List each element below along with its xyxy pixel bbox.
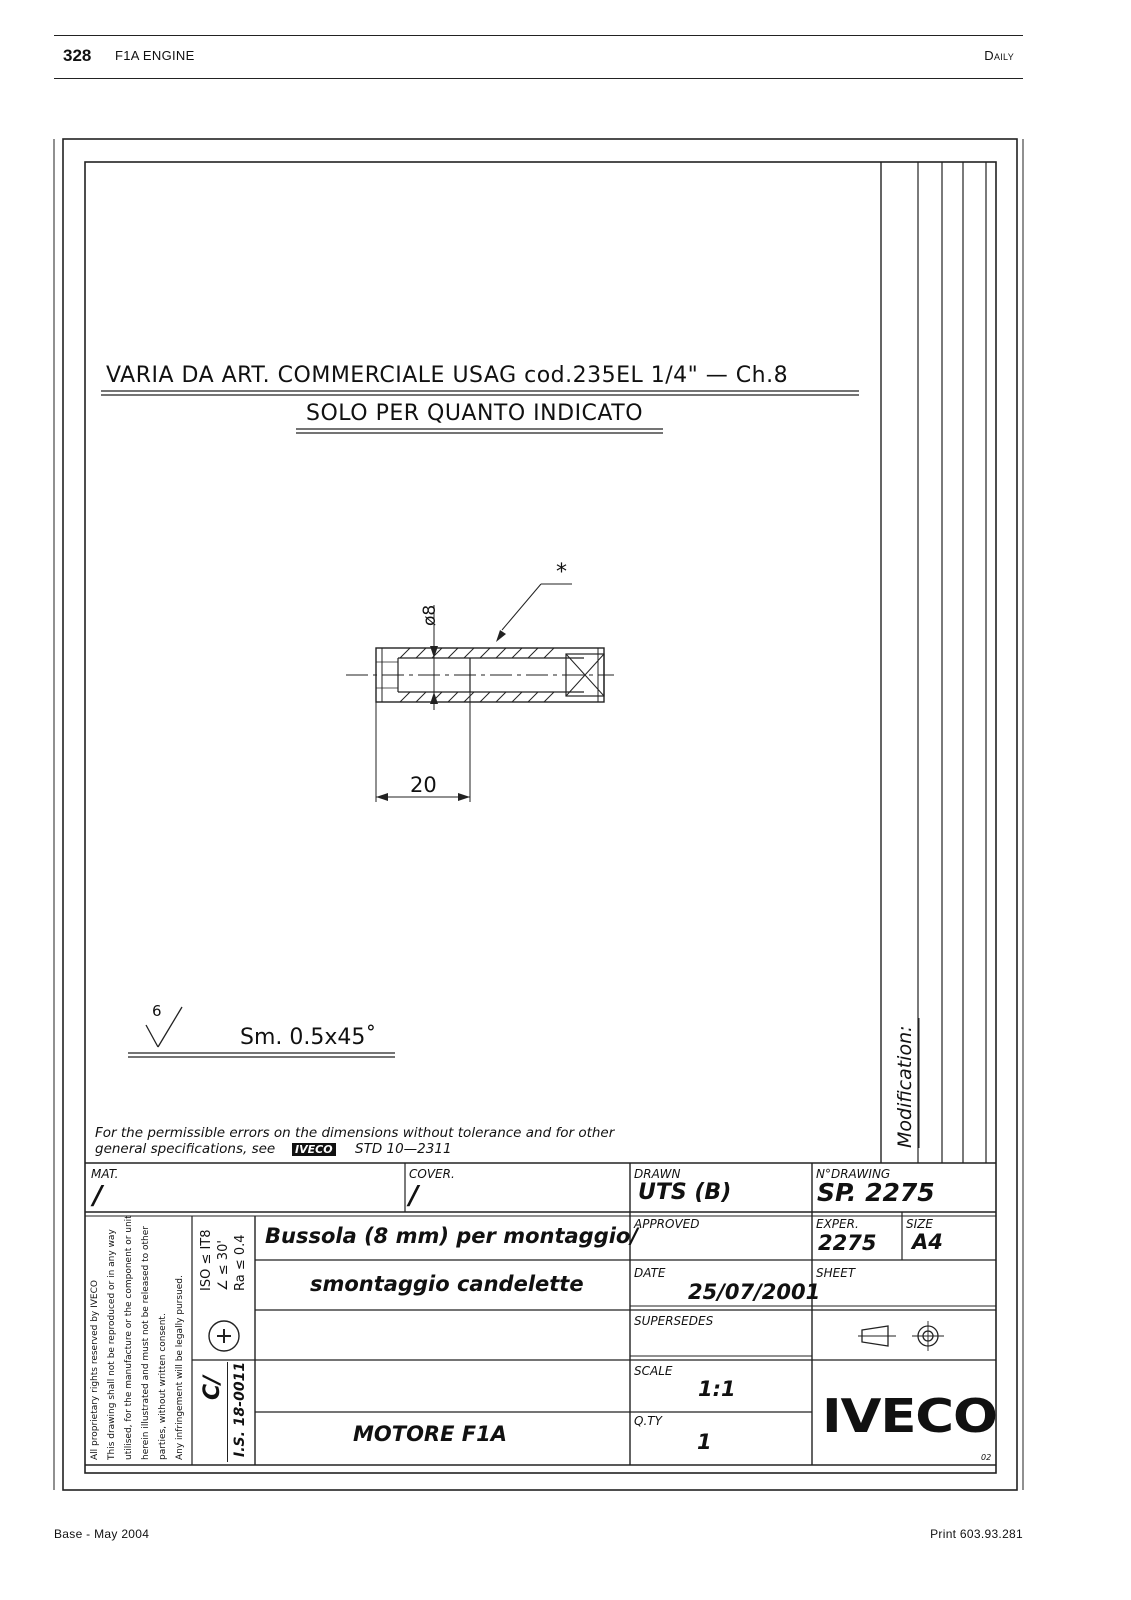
page-number: 328	[63, 46, 92, 65]
mat-value: /	[93, 1181, 103, 1211]
size-value: A4	[912, 1230, 943, 1254]
qty-value: 1	[697, 1430, 712, 1454]
exper-label: EXPER.	[816, 1217, 859, 1231]
diameter-dimension: ø8	[420, 604, 440, 626]
sheet-code: 02	[981, 1453, 992, 1462]
qty-label: Q.TY	[634, 1414, 662, 1428]
iso-line-1: ISO ≤ IT8	[199, 1229, 214, 1291]
exper-value: 2275	[818, 1231, 877, 1255]
rights-line-4: herein illustrated and must not be released to other	[141, 1226, 151, 1460]
rights-line-3: utilised, for the manufacture or the component or unit	[124, 1215, 134, 1460]
section-title: F1A ENGINE	[115, 48, 195, 63]
description-line-1: Bussola (8 mm) per montaggio/	[265, 1224, 639, 1248]
chamfer-note: Sm. 0.5x45˚	[240, 1025, 377, 1050]
ndrawing-label: N°DRAWING	[816, 1167, 891, 1181]
note-line-2: SOLO PER QUANTO INDICATO	[306, 401, 644, 426]
scale-label: SCALE	[634, 1364, 673, 1378]
rights-line-6: Any infringement will be legally pursued.	[175, 1275, 185, 1460]
size-label: SIZE	[906, 1217, 933, 1231]
date-label: DATE	[634, 1266, 666, 1280]
cover-value: /	[409, 1181, 419, 1211]
rights-line-5: parties, without written consent.	[158, 1313, 168, 1460]
drawn-label: DRAWN	[634, 1167, 681, 1181]
tolerance-note-2: general specifications, see	[95, 1141, 276, 1157]
roughness-value: 6	[152, 1002, 162, 1020]
cover-label: COVER.	[409, 1167, 455, 1181]
note-line-1: VARIA DA ART. COMMERCIALE USAG cod.235EL 1/4" — Ch.8	[106, 363, 789, 388]
description-line-3: MOTORE F1A	[353, 1422, 507, 1446]
footer-print: Print 603.93.281	[930, 1527, 1023, 1541]
projection-symbol-icon	[856, 1318, 952, 1354]
circle-plus-icon	[204, 1316, 244, 1356]
manual-title: Daily	[984, 48, 1014, 63]
tolerance-std: STD 10—2311	[355, 1141, 452, 1157]
iveco-logo: IVECO	[822, 1389, 997, 1443]
date-value: 25/07/2001	[688, 1280, 821, 1304]
rights-line-1: All proprietary rights reserved by IVECO	[90, 1280, 100, 1460]
socket-part-drawing	[340, 560, 640, 810]
sheet-label: SHEET	[816, 1266, 856, 1280]
footer-edition: Base - May 2004	[54, 1527, 150, 1541]
roughness-symbol	[140, 1003, 200, 1053]
surface-star-mark: *	[556, 560, 567, 585]
rights-line-2: This drawing shall not be reproduced or in any way	[107, 1229, 117, 1460]
iveco-small-logo: IVECO	[292, 1143, 336, 1156]
approved-label: APPROVED	[634, 1217, 700, 1231]
drawn-value: UTS (B)	[638, 1180, 732, 1205]
ndrawing-value: SP. 2275	[817, 1178, 935, 1207]
description-line-2: smontaggio candelette	[310, 1272, 584, 1296]
iso-line-3: Ra ≤ 0.4	[233, 1234, 248, 1291]
cl-divider	[227, 1362, 228, 1462]
mat-label: MAT.	[91, 1167, 119, 1181]
scale-value: 1:1	[698, 1377, 736, 1401]
supersedes-label: SUPERSEDES	[634, 1314, 714, 1328]
modification-label: Modification:	[894, 1025, 916, 1148]
iso-line-2: ∠ ≤ 30'	[216, 1240, 231, 1291]
cl-code: C/	[200, 1375, 225, 1400]
tolerance-note-1: For the permissible errors on the dimensions without tolerance and for other	[95, 1125, 615, 1141]
is-code: I.S. 18-0011	[232, 1361, 248, 1457]
length-dimension: 20	[410, 773, 437, 797]
